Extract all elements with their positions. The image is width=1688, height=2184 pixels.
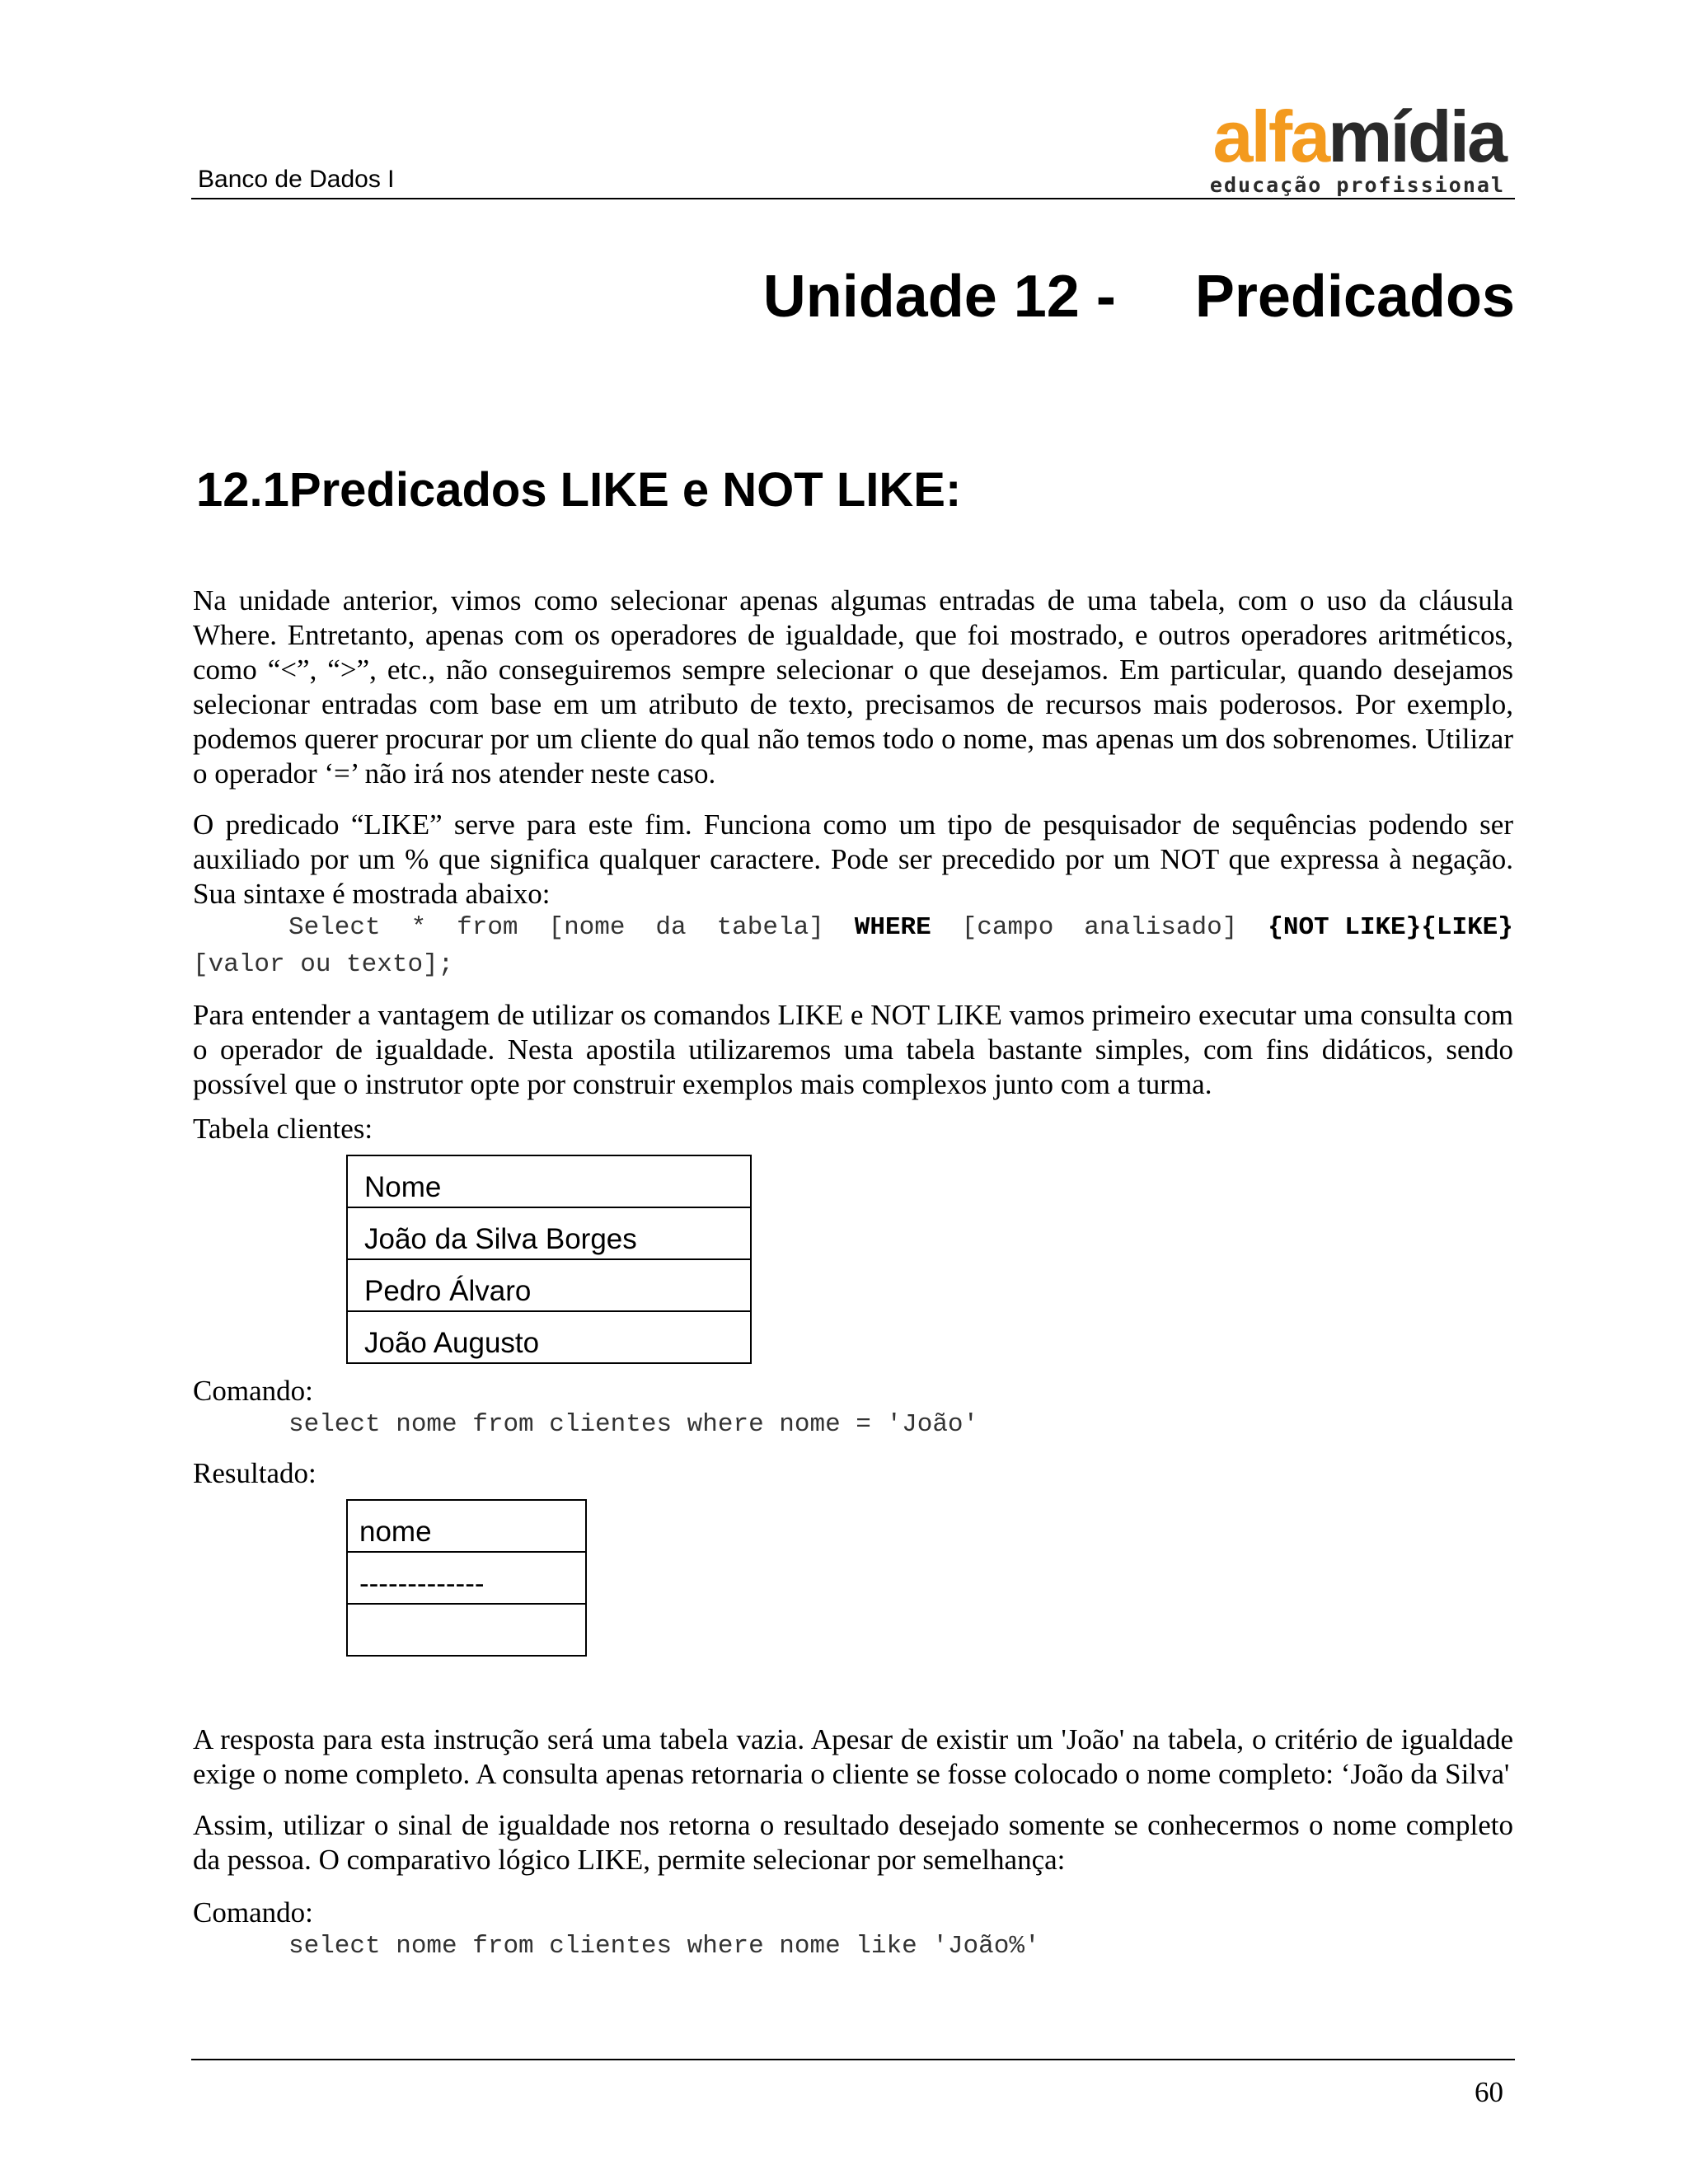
body-content (193, 583, 1513, 1963)
page-header (191, 91, 1515, 199)
command-label: Comando: (193, 1375, 313, 1407)
table-row (347, 1552, 586, 1604)
result-table (346, 1499, 587, 1657)
logo-wordmark (1212, 96, 1505, 177)
table-row (347, 1207, 751, 1259)
command-code: select nome from clientes where nome like 'João%' (288, 1932, 1040, 1961)
command-code: select nome from clientes where nome = 'João' (288, 1410, 979, 1439)
table-row (347, 1500, 586, 1552)
code-token: from (457, 913, 518, 942)
table-row (347, 1259, 751, 1311)
table-cell: nome (347, 1500, 586, 1552)
table-row (347, 1311, 751, 1363)
paragraph: Assim, utilizar o sinal de igualdade nos retorna o resultado desejado somente se conhecermos o nome completo da pessoa. O comparativo lógico LIKE, permite selecionar por semelhança: (193, 1809, 1513, 1876)
section-title: 12.1Predicados LIKE e NOT LIKE: (196, 463, 962, 517)
paragraph: Para entender a vantagem de utilizar os comandos LIKE e NOT LIKE vamos primeiro executar uma consulta com o operador de igualdade. Nesta apostila utilizaremos uma tabela bastante simples, com fins didáticos, sendo possível que o instrutor opte por construir exemplos mais complexos junto com a turma. (193, 999, 1513, 1100)
page-number: 60 (1475, 2076, 1503, 2108)
code-token: [nome (548, 913, 626, 942)
logo-word-midia: mídia (1328, 96, 1505, 177)
table-cell: Nome (347, 1155, 751, 1207)
paragraph: Na unidade anterior, vimos como selecionar apenas algumas entradas de uma tabela, com o uso da cláusula Where. Entretanto, apenas com os operadores de igualdade, que foi mostrado, e outros operadores aritméticos, como “<”, “>”, etc., não conseguiremos sempre selecionar o que desejamos. Em particular, quando desejamos selecionar entradas com base em um atributo de texto, precisamos de recursos mais poderosos. Por exemplo, podemos querer procurar por um cliente do qual não temos todo o nome, mas apenas um dos sobrenomes. Utilizar o operador ‘=’ não irá nos atender neste caso. (193, 584, 1513, 790)
command-label: Comando: (193, 1896, 313, 1929)
table-cell: João Augusto (347, 1311, 751, 1363)
paragraph: A resposta para esta instrução será uma tabela vazia. Apesar de existir um 'João' na tabela, o critério de igualdade exige o nome completo. A consulta apenas retornaria o cliente se fosse colocado o nome completo: ‘João da Silva' (193, 1723, 1513, 1790)
code-keyword: WHERE (854, 913, 931, 942)
table-caption: Tabela clientes: (193, 1113, 373, 1145)
code-token: * (410, 913, 427, 942)
code-keyword: {NOT LIKE}{LIKE} (1268, 913, 1513, 942)
page-footer (191, 2059, 1515, 2108)
clients-table (346, 1155, 752, 1364)
table-row (347, 1604, 586, 1656)
code-token: Select (288, 913, 381, 942)
logo-tagline: educação profissional (1209, 173, 1505, 197)
code-token: da (655, 913, 687, 942)
table-cell: João da Silva Borges (347, 1207, 751, 1259)
table-cell (347, 1604, 586, 1656)
syntax-code-block (193, 912, 1513, 982)
code-token: [valor ou texto]; (193, 950, 454, 979)
table-cell: Pedro Álvaro (347, 1259, 751, 1311)
code-token: analisado] (1084, 913, 1238, 942)
code-token: [campo (961, 913, 1054, 942)
header-rule (191, 198, 1515, 199)
unit-name: Predicados (1194, 264, 1515, 330)
paragraph: O predicado “LIKE” serve para este fim. Funciona como um tipo de pesquisador de sequências podendo ser auxiliado por um % que significa qualquer caractere. Pode ser precedido por um NOT que expressa à negação. Sua sintaxe é mostrada abaixo: (193, 808, 1513, 910)
code-token: tabela] (716, 913, 824, 942)
table-row (347, 1155, 751, 1207)
table-cell: ------------- (347, 1552, 586, 1604)
unit-title (191, 262, 1515, 331)
result-label: Resultado: (193, 1457, 316, 1489)
logo-word-alfa: alfa (1212, 96, 1329, 177)
document-title: Banco de Dados I (198, 166, 395, 193)
unit-number: Unidade 12 - (762, 264, 1116, 330)
alfamidia-logo (1192, 96, 1505, 199)
